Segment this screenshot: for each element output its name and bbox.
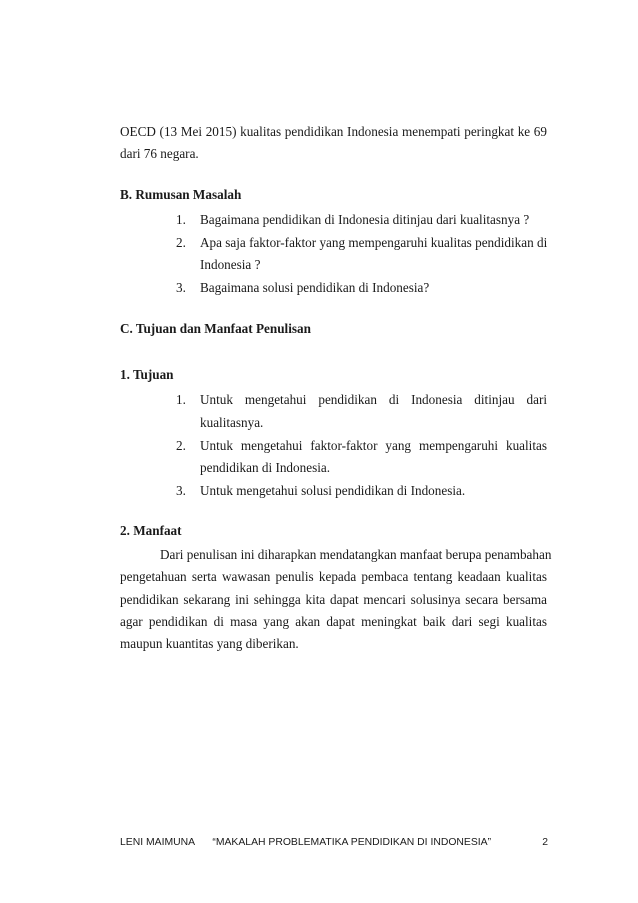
list-item-text-cont: Indonesia ? xyxy=(200,257,261,272)
footer-author: LENI MAIMUNA xyxy=(120,837,196,848)
list-item-text: Bagaimana pendidikan di Indonesia ditinjau dari kualitasnya ? xyxy=(200,212,530,227)
list-item-text-cont: kualitasnya. xyxy=(200,415,264,430)
manfaat-line: pendidikan sekarang ini sehingga kita dapat mencari solusinya secara bersama xyxy=(120,592,547,607)
section-c-heading: C. Tujuan dan Manfaat Penulisan xyxy=(120,321,311,336)
manfaat-line: pengetahuan serta wawasan penulis kepada pembaca tentang keadaan kualitas xyxy=(120,569,547,584)
manfaat-line: maupun kuantitas yang diberikan. xyxy=(120,636,299,651)
list-item-number: 2. xyxy=(176,438,186,453)
page-number: 2 xyxy=(542,837,548,848)
page-footer xyxy=(120,836,548,850)
list-item-text-cont: pendidikan di Indonesia. xyxy=(200,460,331,475)
list-item-number: 2. xyxy=(176,235,186,250)
list-item-text: Apa saja faktor-faktor yang mempengaruhi kualitas pendidikan di xyxy=(200,235,548,250)
intro-line-2: dari 76 negara. xyxy=(120,146,199,161)
footer-title: “MAKALAH PROBLEMATIKA PENDIDIKAN DI INDONESIA” xyxy=(212,837,492,848)
list-item-number: 3. xyxy=(176,483,186,498)
list-item-number: 1. xyxy=(176,392,186,407)
manfaat-heading: 2. Manfaat xyxy=(120,523,182,538)
tujuan-heading: 1. Tujuan xyxy=(120,367,174,382)
footer-text xyxy=(120,836,491,850)
list-item-text: Untuk mengetahui pendidikan di Indonesia ditinjau dari xyxy=(200,392,547,407)
intro-line-1: OECD (13 Mei 2015) kualitas pendidikan Indonesia menempati peringkat ke 69 xyxy=(120,124,547,139)
manfaat-line: Dari penulisan ini diharapkan mendatangkan manfaat berupa penambahan xyxy=(160,547,552,562)
list-item-text: Bagaimana solusi pendidikan di Indonesia? xyxy=(200,280,430,295)
list-item-number: 3. xyxy=(176,280,186,295)
manfaat-line: agar pendidikan di masa yang akan dapat meningkat baik dari segi kualitas xyxy=(120,614,547,629)
list-item-text: Untuk mengetahui solusi pendidikan di Indonesia. xyxy=(200,483,466,498)
list-item-number: 1. xyxy=(176,212,186,227)
list-item-text: Untuk mengetahui faktor-faktor yang mempengaruhi kualitas xyxy=(200,438,547,453)
section-b-heading: B. Rumusan Masalah xyxy=(120,187,242,202)
